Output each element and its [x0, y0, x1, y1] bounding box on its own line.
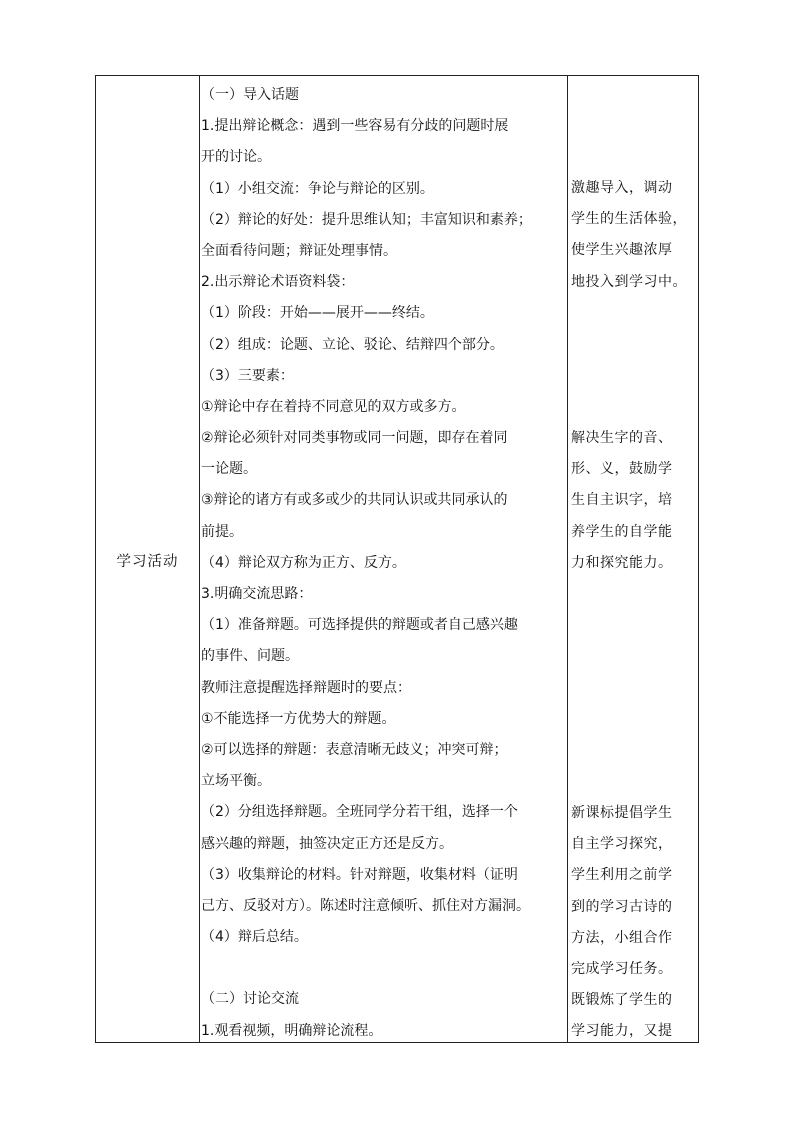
content-line: 教师注意提醒选择辩题时的要点： [201, 679, 411, 696]
note-line: 方法，小组合作 [571, 929, 673, 946]
note-line: 养学生的自学能 [571, 523, 673, 540]
content-line: ③辩论的诸方有或多或少的共同认识或共同承认的 [201, 492, 508, 509]
note-line: 学生利用之前学 [571, 867, 673, 884]
note-line: 自主学习探究， [571, 836, 673, 853]
lesson-plan-table [95, 75, 699, 1043]
note-line: 到的学习古诗的 [571, 898, 673, 915]
note-line: 激趣导入，调动 [571, 180, 673, 196]
note-line: 力和探究能力。 [571, 554, 673, 571]
content-line: （2）组成：论题、立论、驳论、结辩四个部分。 [201, 336, 504, 353]
content-line: （1）小组交流：争论与辩论的区别。 [201, 180, 434, 197]
content-line: 2.出示辩论术语资料袋： [201, 274, 355, 291]
content-line: 开的讨论。 [201, 149, 271, 166]
content-line: （3）三要素： [201, 367, 294, 384]
content-line: 立场平衡。 [201, 773, 271, 790]
note-line: 学习能力，又提 [571, 1023, 673, 1040]
content-column [201, 80, 564, 1047]
content-line: 3.明确交流思路： [201, 586, 313, 602]
content-line: （3）收集辩论的材料。针对辩题，收集材料（证明 [201, 866, 518, 883]
content-line: （2）辩论的好处：提升思维认知；丰富知识和素养； [201, 211, 532, 228]
content-line: 感兴趣的辩题，抽签决定正方还是反方。 [201, 835, 453, 852]
content-line: 1.提出辩论概念：遇到一些容易有分歧的问题时展 [201, 118, 509, 135]
note-line: 生自主识字，培 [571, 492, 673, 509]
section-label: 学习活动 [116, 554, 179, 570]
content-line: ②可以选择的辩题：表意清晰无歧义；冲突可辩； [201, 741, 508, 758]
note-line: 新课标提倡学生 [571, 805, 673, 821]
content-line: ①不能选择一方优势大的辩题。 [201, 710, 396, 727]
content-line: （4）辩论双方称为正方、反方。 [201, 554, 406, 571]
content-line: （2）分组选择辩题。全班同学分若干组，选择一个 [201, 804, 518, 821]
column-divider-1 [199, 76, 200, 1042]
content-line: （1）阶段：开始——展开——终结。 [201, 305, 434, 322]
note-line: 形、义，鼓励学 [571, 461, 673, 478]
design-note-2 [571, 423, 699, 579]
note-line: 既锻炼了学生的 [571, 992, 673, 1009]
note-line: 地投入到学习中。 [571, 273, 687, 290]
content-line: （二）讨论交流 [201, 991, 299, 1008]
content-line: ②辩论必须针对同类事物或同一问题，即存在着同 [201, 430, 508, 447]
content-line: 1.观看视频，明确辩论流程。 [201, 1022, 383, 1039]
design-note-3 [571, 798, 699, 1048]
content-line [201, 953, 564, 984]
content-line: （4）辩后总结。 [201, 929, 308, 946]
content-line: 前提。 [201, 523, 243, 540]
column-divider-2 [567, 76, 568, 1042]
content-line: 己方、反驳对方）。陈述时注意倾听、抓住对方漏洞。 [201, 897, 530, 914]
note-line: 学生的生活体验， [571, 211, 687, 228]
content-line: ①辩论中存在着持不同意见的双方或多方。 [201, 398, 466, 415]
content-line: （一）导入话题 [201, 87, 299, 103]
design-note-1 [571, 173, 699, 298]
content-line: （1）准备辩题。可选择提供的辩题或者自己感兴趣 [201, 617, 518, 634]
note-line: 使学生兴趣浓厚 [571, 242, 673, 259]
content-line: 的事件、问题。 [201, 648, 299, 665]
section-column [96, 76, 199, 1042]
content-line: 一论题。 [201, 461, 257, 478]
content-line: 全面看待问题；辩证处理事情。 [201, 242, 397, 259]
note-line: 完成学习任务。 [571, 961, 673, 978]
note-line: 解决生字的音、 [571, 430, 673, 446]
